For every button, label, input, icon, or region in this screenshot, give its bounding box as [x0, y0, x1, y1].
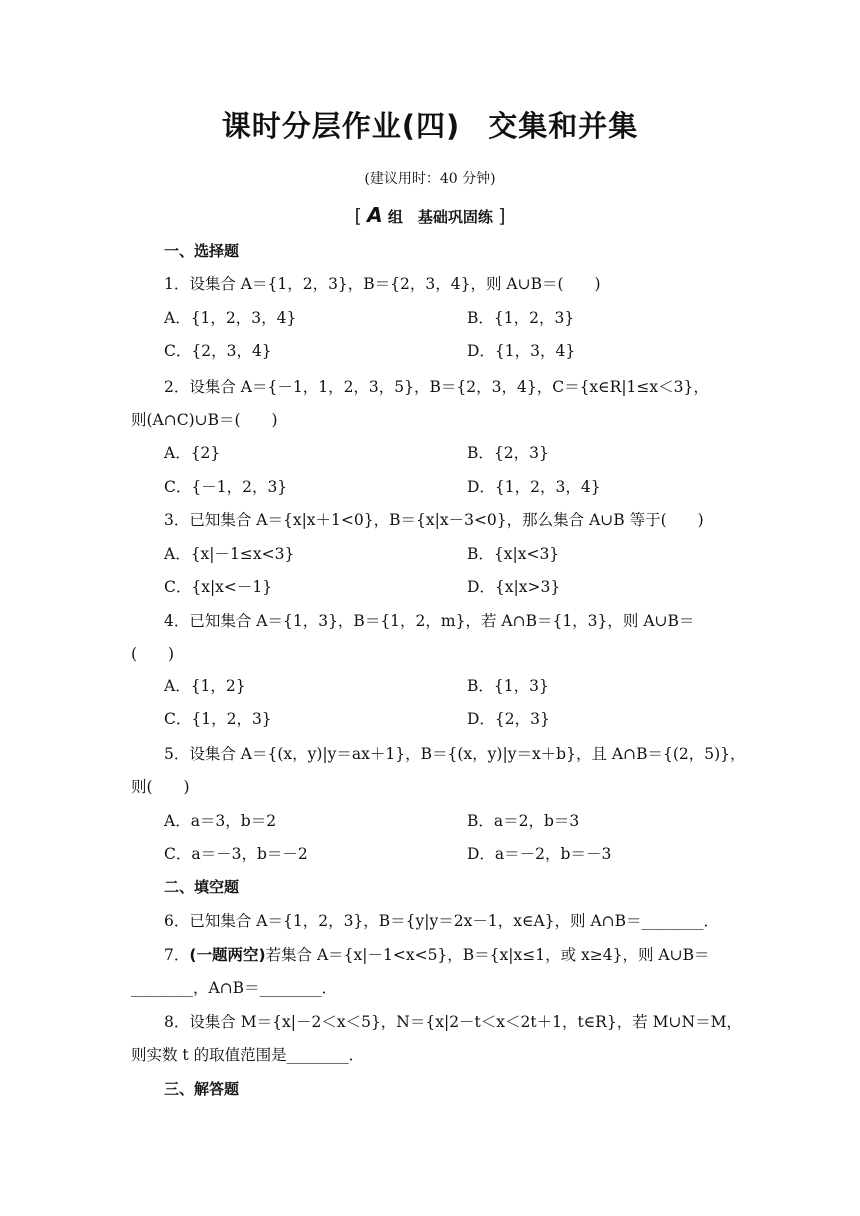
- question-4-option-b: B．{1，3}: [467, 677, 549, 695]
- question-3-option-b: B．{x|x<3}: [467, 545, 560, 563]
- question-3-option-c: C．{x|x<－1}: [164, 578, 273, 596]
- question-8-stem-continued: 则实数 t 的取值范围是________．: [131, 1046, 365, 1064]
- group-heading: [0, 203, 860, 227]
- section-heading-choice: 一、选择题: [164, 242, 240, 260]
- question-8-stem: 8．设集合 M＝{x|－2＜x＜5}，N＝{x|2－t＜x＜2t＋1，t∈R}，若 M∪N＝M，: [164, 1013, 742, 1031]
- question-7-stem: [164, 944, 709, 966]
- group-label: 组 基础巩固练: [387, 208, 493, 226]
- title-topic: 交集和并集: [488, 109, 639, 143]
- question-1-option-c: C．{2，3，4}: [164, 342, 272, 360]
- section-heading-solutions: 三、解答题: [164, 1080, 240, 1098]
- question-5-option-d: D．a＝－2，b＝－3: [467, 845, 612, 863]
- question-1-option-d: D．{1，3，4}: [467, 342, 576, 360]
- question-7-stem-continued: ________，A∩B＝________．: [131, 979, 338, 997]
- question-3-option-a: A．{x|－1≤x<3}: [164, 545, 295, 563]
- question-4-option-a: A．{1，2}: [164, 677, 246, 695]
- question-3-option-d: D．{x|x>3}: [467, 578, 561, 596]
- question-5-stem-continued: 则( ): [131, 778, 190, 796]
- question-5-stem: 5．设集合 A＝{(x，y)|y＝ax＋1}，B＝{(x，y)|y＝x＋b}，且 A∩B＝{(2，5)}，: [164, 745, 746, 763]
- question-2-option-d: D．{1，2，3，4}: [467, 478, 601, 496]
- question-5-option-c: C．a＝－3，b＝－2: [164, 845, 308, 863]
- question-1-stem: 1．设集合 A＝{1，2，3}，B＝{2，3，4}，则 A∪B＝( ): [164, 275, 601, 293]
- group-bracket-close: ]: [498, 205, 506, 227]
- question-2-stem-continued: 则(A∩C)∪B＝( ): [131, 411, 278, 429]
- section-heading-fill-in: 二、填空题: [164, 878, 240, 896]
- question-2-option-b: B．{2，3}: [467, 444, 549, 462]
- question-1-option-b: B．{1，2，3}: [467, 309, 575, 327]
- question-2-stem: 2．设集合 A＝{－1，1，2，3，5}，B＝{2，3，4}，C＝{x∈R|1≤x＜3}，: [164, 378, 709, 396]
- suggested-time: (建议用时：40 分钟): [364, 171, 496, 187]
- question-3-stem: 3．已知集合 A＝{x|x＋1<0}，B＝{x|x－3<0}，那么集合 A∪B 等于( ): [164, 511, 704, 529]
- question-5-option-b: B．a＝2，b＝3: [467, 812, 580, 830]
- page-title: [0, 104, 860, 145]
- question-7-number: 7．: [164, 946, 190, 964]
- title-main: 课时分层作业(四): [221, 109, 461, 143]
- question-5-option-a: A．a＝3，b＝2: [164, 812, 277, 830]
- question-4-option-d: D．{2，3}: [467, 710, 550, 728]
- group-bracket-open: [: [354, 205, 362, 227]
- question-1-option-a: A．{1，2，3，4}: [164, 309, 297, 327]
- question-2-option-a: A．{2}: [164, 444, 221, 462]
- question-4-stem-continued: ( ): [131, 645, 175, 663]
- question-4-stem: 4．已知集合 A＝{1，3}，B＝{1，2，m}，若 A∩B＝{1，3}，则 A∪B＝: [164, 612, 695, 630]
- group-letter: A: [367, 203, 383, 227]
- question-6-stem: 6．已知集合 A＝{1，2，3}，B＝{y|y＝2x－1，x∈A}，则 A∩B＝________．: [164, 912, 720, 930]
- question-7-text: 若集合 A＝{x|－1<x<5}，B＝{x|x≤1，或 x≥4}，则 A∪B＝: [265, 946, 710, 964]
- question-4-option-c: C．{1，2，3}: [164, 710, 272, 728]
- question-2-option-c: C．{－1，2，3}: [164, 478, 288, 496]
- question-7-tag: (一题两空): [189, 946, 266, 964]
